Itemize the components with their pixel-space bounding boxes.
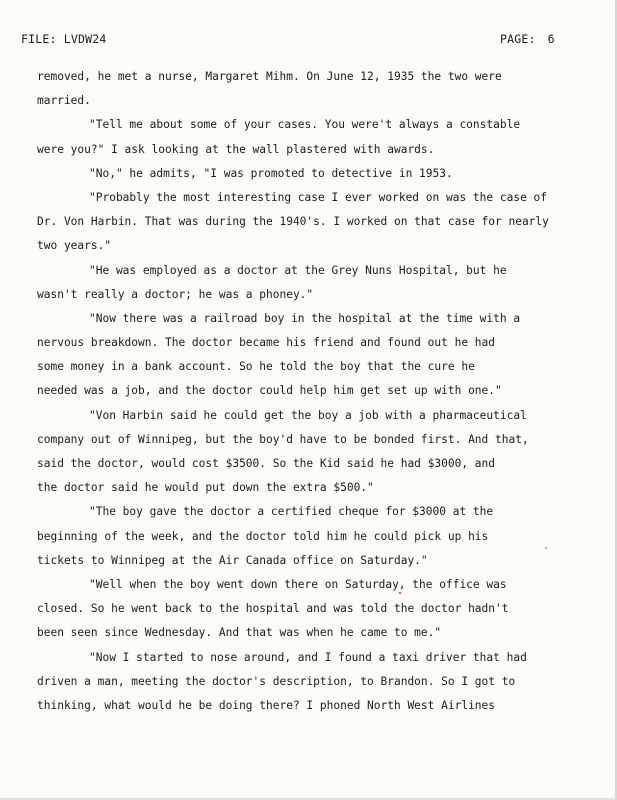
page-number: 6 [547,32,555,46]
text-line: "Tell me about some of your cases. You were't always a constable [89,118,521,132]
text-line: wasn't really a doctor; he was a phoney." [37,287,314,301]
file-label: FILE: LVDW24 [21,32,107,46]
text-line: some money in a bank account. So he told the boy that the cure he [37,360,475,374]
text-line: Dr. Von Harbin. That was during the 1940's. I worked on that case for nearly [37,215,549,229]
text-line: two years." [37,239,112,253]
ink-speck [545,547,547,549]
text-line: "Well when the boy went down there on Saturday, the office was [89,577,507,591]
text-line: beginning of the week, and the doctor told him he could pick up his [37,529,489,543]
text-line: removed, he met a nurse, Margaret Mihm. On June 12, 1935 the two were [37,70,502,83]
text-line: "No," he admits, "I was promoted to detective in 1953. [89,166,453,180]
page-label: PAGE: [500,32,536,46]
text-line: nervous breakdown. The doctor became his friend and found out he had [37,336,496,350]
text-line: closed. So he went back to the hospital and was told the doctor hadn't [37,602,509,616]
ink-speck [399,592,401,594]
text-line: been seen since Wednesday. And that was when he came to me." [37,626,442,640]
page-indicator [500,32,555,46]
text-line: "Probably the most interesting case I ever worked on was the case of [89,190,548,204]
text-line: needed was a job, and the doctor could help him get set up with one." [37,384,502,398]
text-line: "Now I started to nose around, and I found a taxi driver that had [89,650,527,664]
text-line: thinking, what would he be doing there? I phoned North West Airlines [37,698,496,712]
text-line: the doctor said he would put down the extra $500." [37,481,374,495]
text-line: "The boy gave the doctor a certified cheque for $3000 at the [89,505,494,519]
text-line: driven a man, meeting the doctor's description, to Brandon. So I got to [37,674,516,688]
text-line: "He was employed as a doctor at the Grey Nuns Hospital, but he [89,263,507,277]
text-line: tickets to Winnipeg at the Air Canada office on Saturday." [37,553,428,567]
text-line: "Now there was a railroad boy in the hospital at the time with a [89,311,521,325]
body-text [37,65,597,718]
text-line: "Von Harbin said he could get the boy a job with a pharmaceutical [89,408,527,422]
text-line: were you?" I ask looking at the wall plastered with awards. [37,142,435,156]
text-line: said the doctor, would cost $3500. So the Kid said he had $3000, and [37,457,496,470]
text-line: married. [37,94,91,108]
text-line: company out of Winnipeg, but the boy'd have to be bonded first. And that, [37,432,529,446]
